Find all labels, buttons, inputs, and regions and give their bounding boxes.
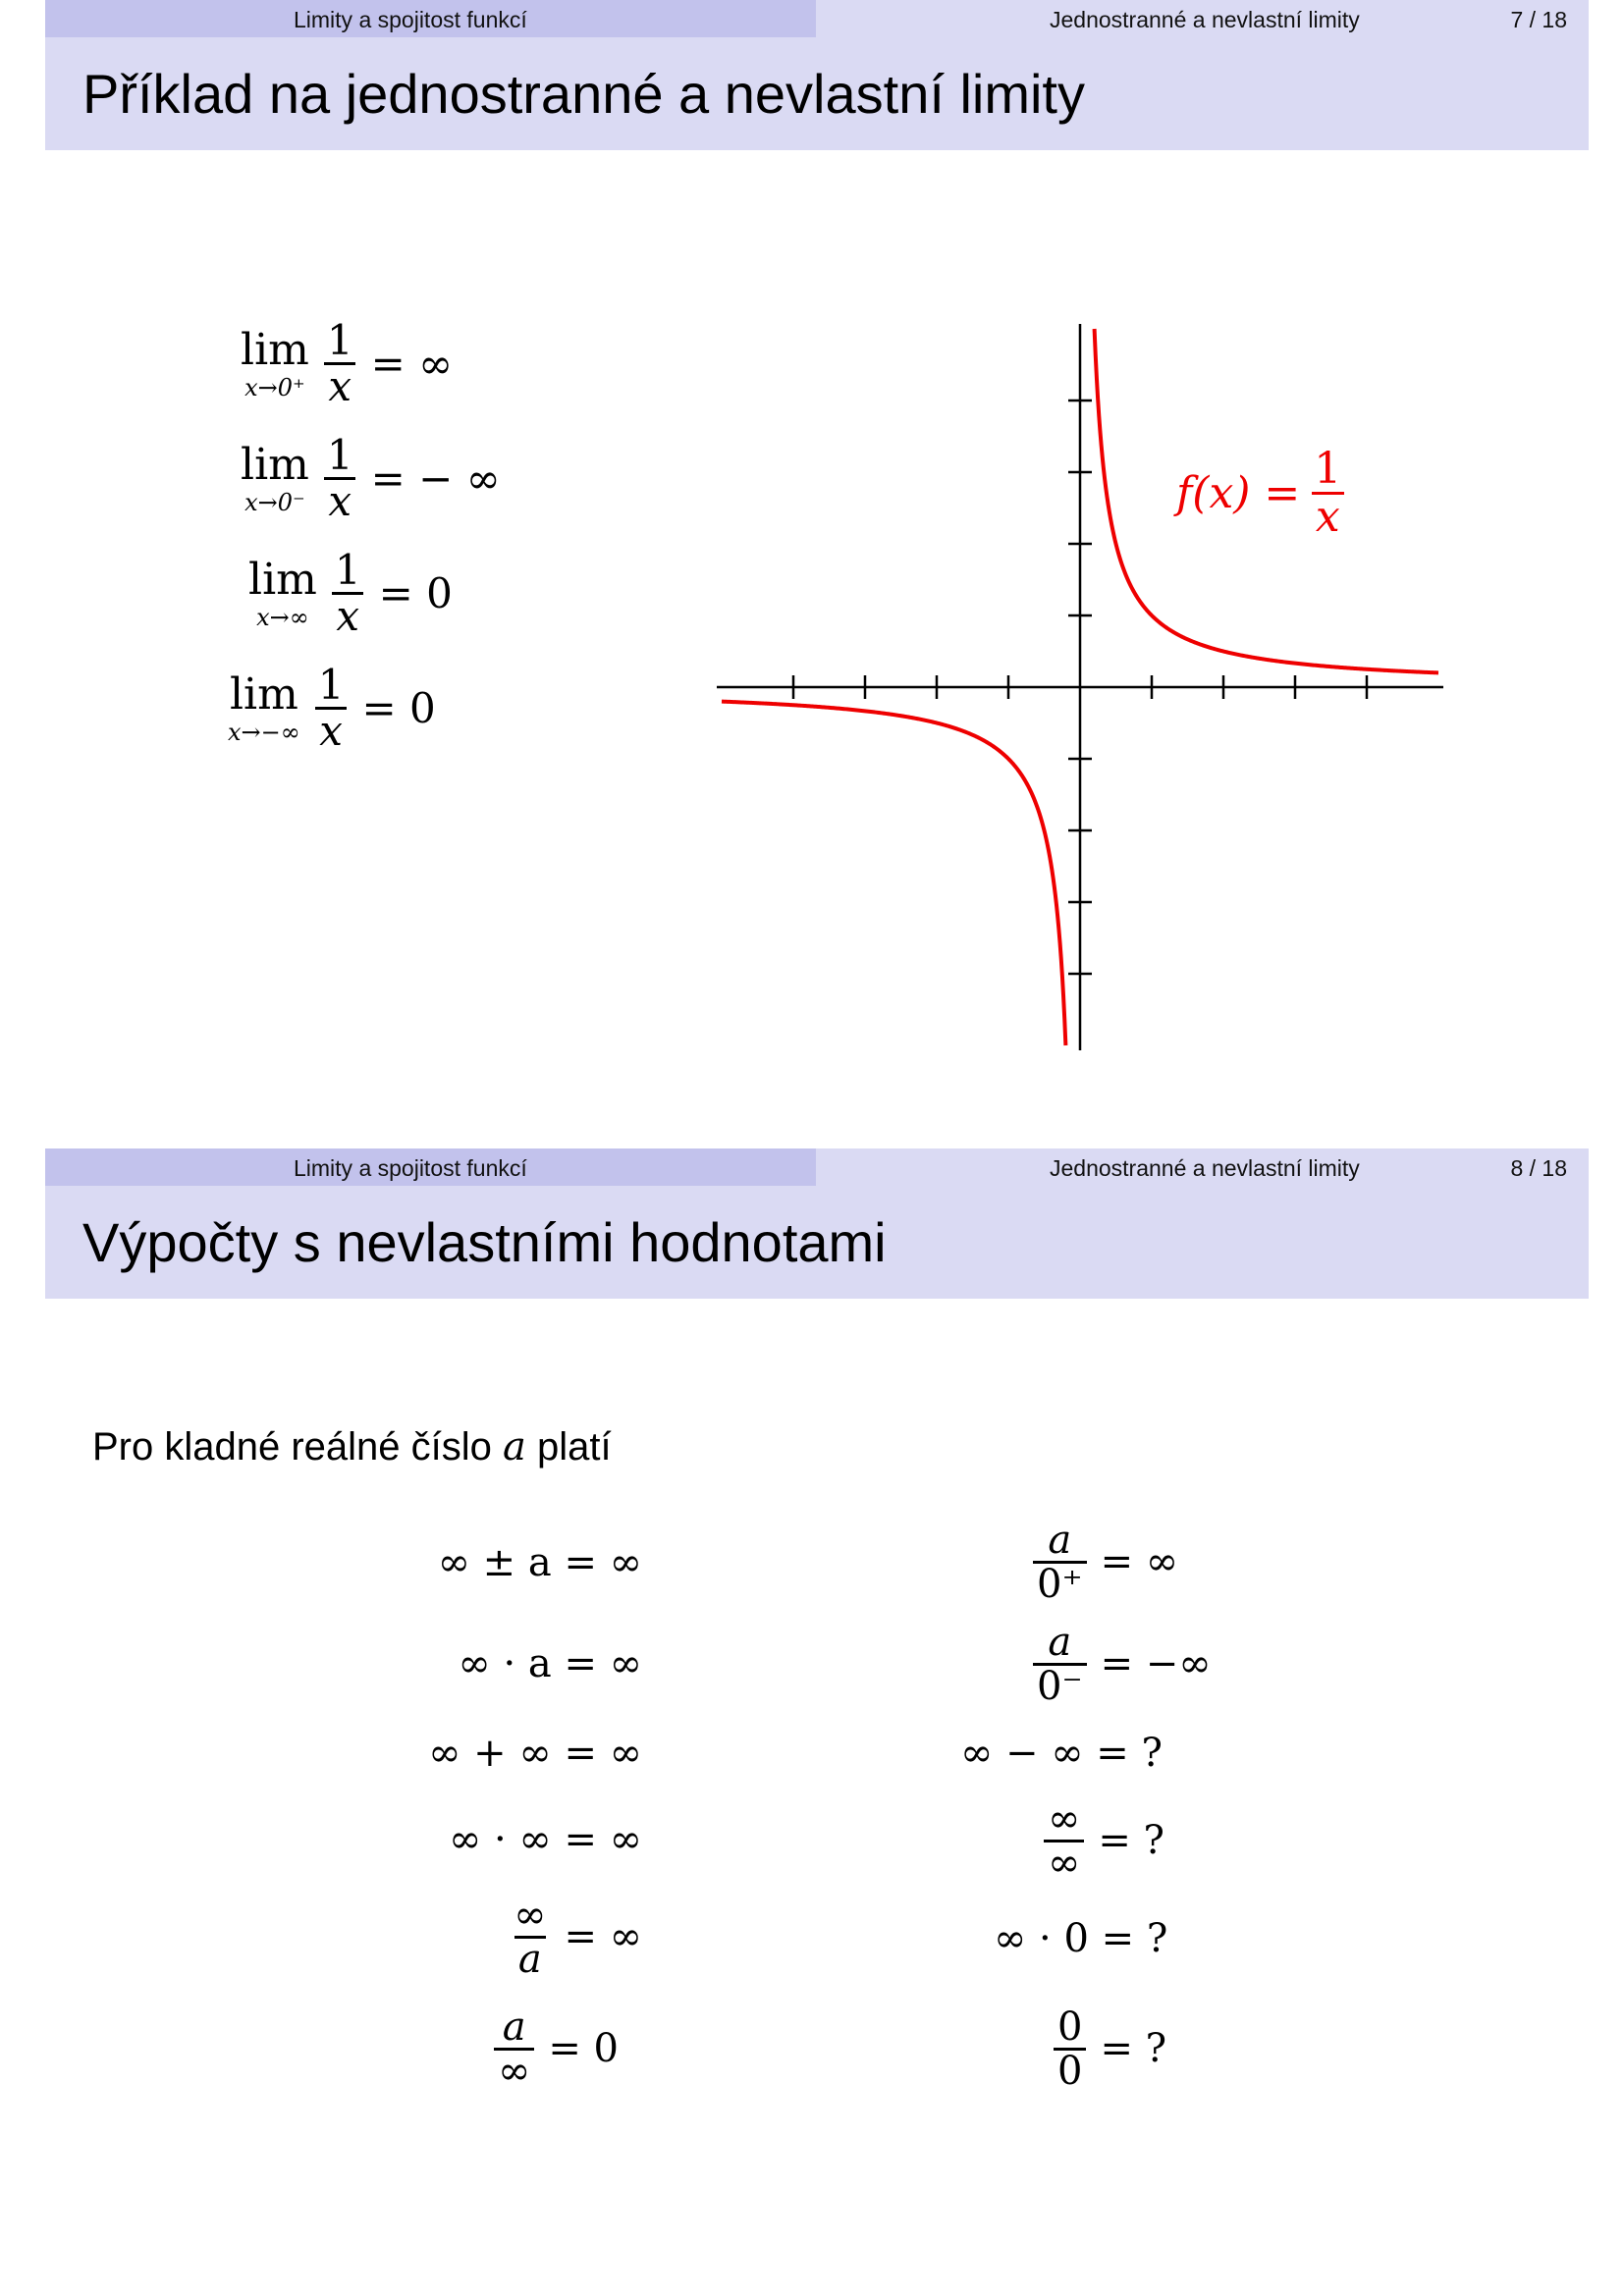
rule-left [458, 1637, 642, 1690]
rule-right [1033, 1508, 1192, 1616]
nav-right-panel [816, 0, 1589, 37]
rule-denominator: 0 [1054, 2048, 1086, 2092]
rule-denominator: 0⁺ [1033, 1561, 1087, 1605]
nav-section-title[interactable]: Jednostranné a nevlastní limity [1050, 7, 1360, 32]
nav-bar [45, 0, 1589, 37]
axes [717, 324, 1443, 1050]
rule-numerator: a [1048, 1517, 1072, 1563]
limit-row [241, 431, 514, 526]
rule-numerator: 0 [1057, 2003, 1083, 2050]
intro-sentence [92, 1423, 612, 1470]
lim-sub: x→0⁻ [244, 488, 305, 516]
title-bar [45, 37, 1589, 150]
rule-expression: ∞ · ∞ = ∞ [448, 1817, 642, 1862]
rule-right [1044, 1787, 1178, 1895]
rule-numerator: a [1048, 1619, 1072, 1665]
fraction-numerator: 1 [334, 546, 361, 594]
limit-result: = 0 [378, 569, 453, 618]
limit-row [228, 661, 450, 756]
graph-label-lhs: f(x) = [1176, 468, 1301, 519]
rule-expression: ∞ · a = ∞ [458, 1641, 642, 1686]
intro-text: Pro kladné reálné číslo [92, 1425, 492, 1468]
fraction-numerator: 1 [326, 431, 353, 479]
lim-sub: x→∞ [256, 603, 309, 631]
fraction-denominator: x [324, 362, 355, 408]
rule-right [1054, 1995, 1180, 2103]
rule-left [449, 1813, 642, 1866]
rule-expression: ∞ · 0 = ? [994, 1916, 1168, 1961]
rule-expression: ∞ − ∞ = ? [960, 1731, 1163, 1776]
rule-left [510, 1883, 642, 1991]
limit-result: = − ∞ [370, 454, 501, 504]
slide-title: Výpočty s nevlastními hodnotami [82, 1211, 887, 1273]
slide-7 [0, 0, 1624, 1139]
lim-word: lim [241, 324, 309, 375]
rule-numerator: a [502, 2003, 526, 2050]
page-number: 8 / 18 [1510, 1155, 1567, 1181]
rule-rhs: = −∞ [1100, 1641, 1212, 1686]
nav-right-panel [816, 1148, 1589, 1186]
nav-left-panel [45, 1148, 816, 1186]
fraction-numerator: 1 [326, 316, 353, 364]
slide-title: Příklad na jednostranné a nevlastní limity [82, 63, 1085, 125]
function-graph [707, 314, 1453, 1060]
limit-row [248, 546, 466, 641]
limit-row [241, 316, 466, 411]
title-bar [45, 1186, 1589, 1299]
lim-sub: x→0⁺ [244, 373, 305, 401]
nav-left-panel [45, 0, 816, 37]
rule-left [438, 1536, 642, 1589]
lim-word: lim [229, 668, 298, 720]
rule-right [1033, 1610, 1225, 1718]
rule-left [494, 1995, 619, 2103]
rule-denominator: 0⁻ [1033, 1663, 1087, 1707]
graph-function-label [1176, 444, 1345, 543]
limit-result: = 0 [361, 684, 436, 733]
rule-expression: ∞ ± a = ∞ [437, 1540, 642, 1585]
curve-left-branch [722, 702, 1065, 1045]
intro-variable: a [503, 1424, 526, 1469]
rule-rhs: = ? [1098, 1818, 1165, 1863]
rule-rhs: = 0 [548, 2026, 620, 2071]
rule-right [994, 1912, 1167, 1965]
fraction-numerator: 1 [317, 661, 345, 709]
nav-course-title[interactable]: Limity a spojitost funkcí [294, 1155, 527, 1181]
page-number: 7 / 18 [1510, 7, 1567, 32]
graph-label-denominator: x [1312, 492, 1344, 540]
rule-rhs: = ? [1100, 2026, 1167, 2071]
nav-bar [45, 1148, 1589, 1186]
lim-word: lim [241, 439, 309, 490]
rule-rhs: = ∞ [564, 1914, 642, 1959]
fraction-denominator: x [332, 592, 363, 638]
fraction-denominator: x [315, 707, 347, 753]
rule-denominator: ∞ [494, 2048, 534, 2092]
rule-right [960, 1727, 1163, 1780]
graph-label-numerator: 1 [1314, 444, 1342, 494]
rule-numerator: ∞ [514, 1892, 547, 1938]
rule-denominator: a [514, 1936, 546, 1980]
rule-rhs: = ∞ [1100, 1539, 1179, 1584]
limit-result: = ∞ [370, 340, 454, 389]
lim-sub: x→−∞ [228, 718, 300, 746]
intro-text-end: platí [537, 1425, 612, 1468]
nav-course-title[interactable]: Limity a spojitost funkcí [294, 7, 527, 32]
rule-left [428, 1727, 642, 1780]
rule-expression: ∞ + ∞ = ∞ [428, 1731, 642, 1776]
fraction-denominator: x [324, 477, 355, 523]
slide-8 [0, 1148, 1624, 2296]
lim-word: lim [248, 554, 317, 605]
rule-denominator: ∞ [1044, 1840, 1084, 1884]
nav-section-title[interactable]: Jednostranné a nevlastní limity [1050, 1155, 1360, 1181]
rule-numerator: ∞ [1048, 1795, 1081, 1842]
